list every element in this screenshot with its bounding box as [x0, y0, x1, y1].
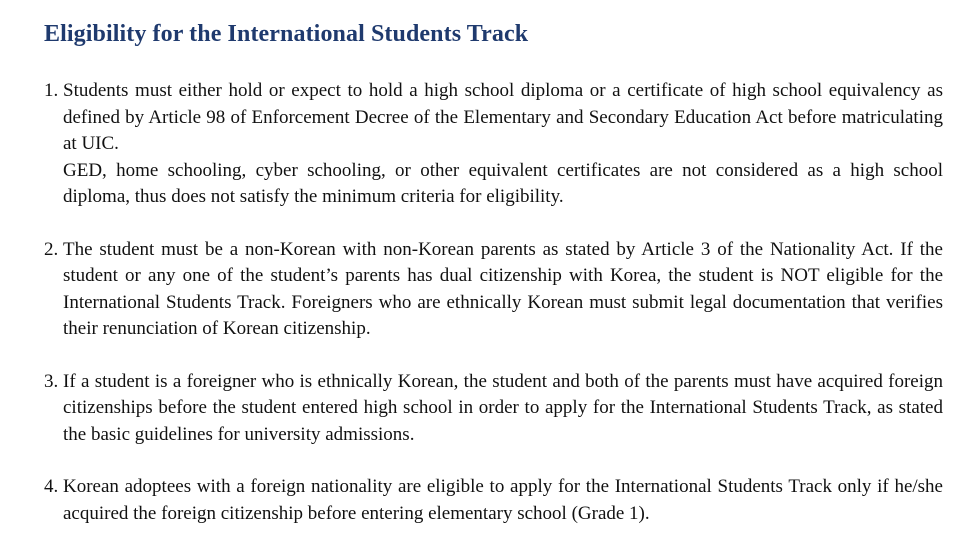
item-paragraph: GED, home schooling, cyber schooling, or other equivalent certificates are not considered as a high school diploma, thus does not satisfy the minimum criteria for eligibility.: [63, 159, 943, 207]
item-paragraph: Korean adoptees with a foreign nationality are eligible to apply for the International Students Track only if he/she acquired the foreign citizenship before entering elementary school (Grade 1).: [63, 476, 943, 524]
list-item: [44, 369, 943, 449]
item-paragraph: If a student is a foreigner who is ethnically Korean, the student and both of the parents must have acquired foreign citizenships before the student entered high school in order to apply for the International Students Track, as stated the basic guidelines for university admissions.: [63, 370, 943, 445]
list-item: [44, 237, 943, 343]
item-number: 4.: [44, 476, 59, 497]
item-paragraph: The student must be a non-Korean with non-Korean parents as stated by Article 3 of the Nationality Act. If the student or any one of the student’s parents has dual citizenship with Korea, the student is NOT eligible for the International Students Track. Foreigners who are ethnically Korean must submit legal documentation that verifies their renunciation of Korean citizenship.: [63, 238, 943, 339]
item-content: [63, 369, 943, 449]
item-number: 2.: [44, 238, 59, 260]
list-item: [44, 474, 943, 527]
item-content: [63, 78, 943, 211]
item-number: 3.: [44, 370, 59, 392]
item-content: [63, 237, 943, 343]
item-paragraph: Students must either hold or expect to hold a high school diploma or a certificate of high school equivalency as defined by Article 98 of Enforcement Decree of the Elementary and Secondary Education Act before matriculating at UIC.: [63, 80, 943, 154]
eligibility-list: [44, 78, 943, 527]
item-number: 1.: [44, 80, 59, 101]
list-item: [44, 78, 943, 211]
page-title: Eligibility for the International Students Track: [44, 21, 529, 47]
item-content: [63, 474, 943, 527]
